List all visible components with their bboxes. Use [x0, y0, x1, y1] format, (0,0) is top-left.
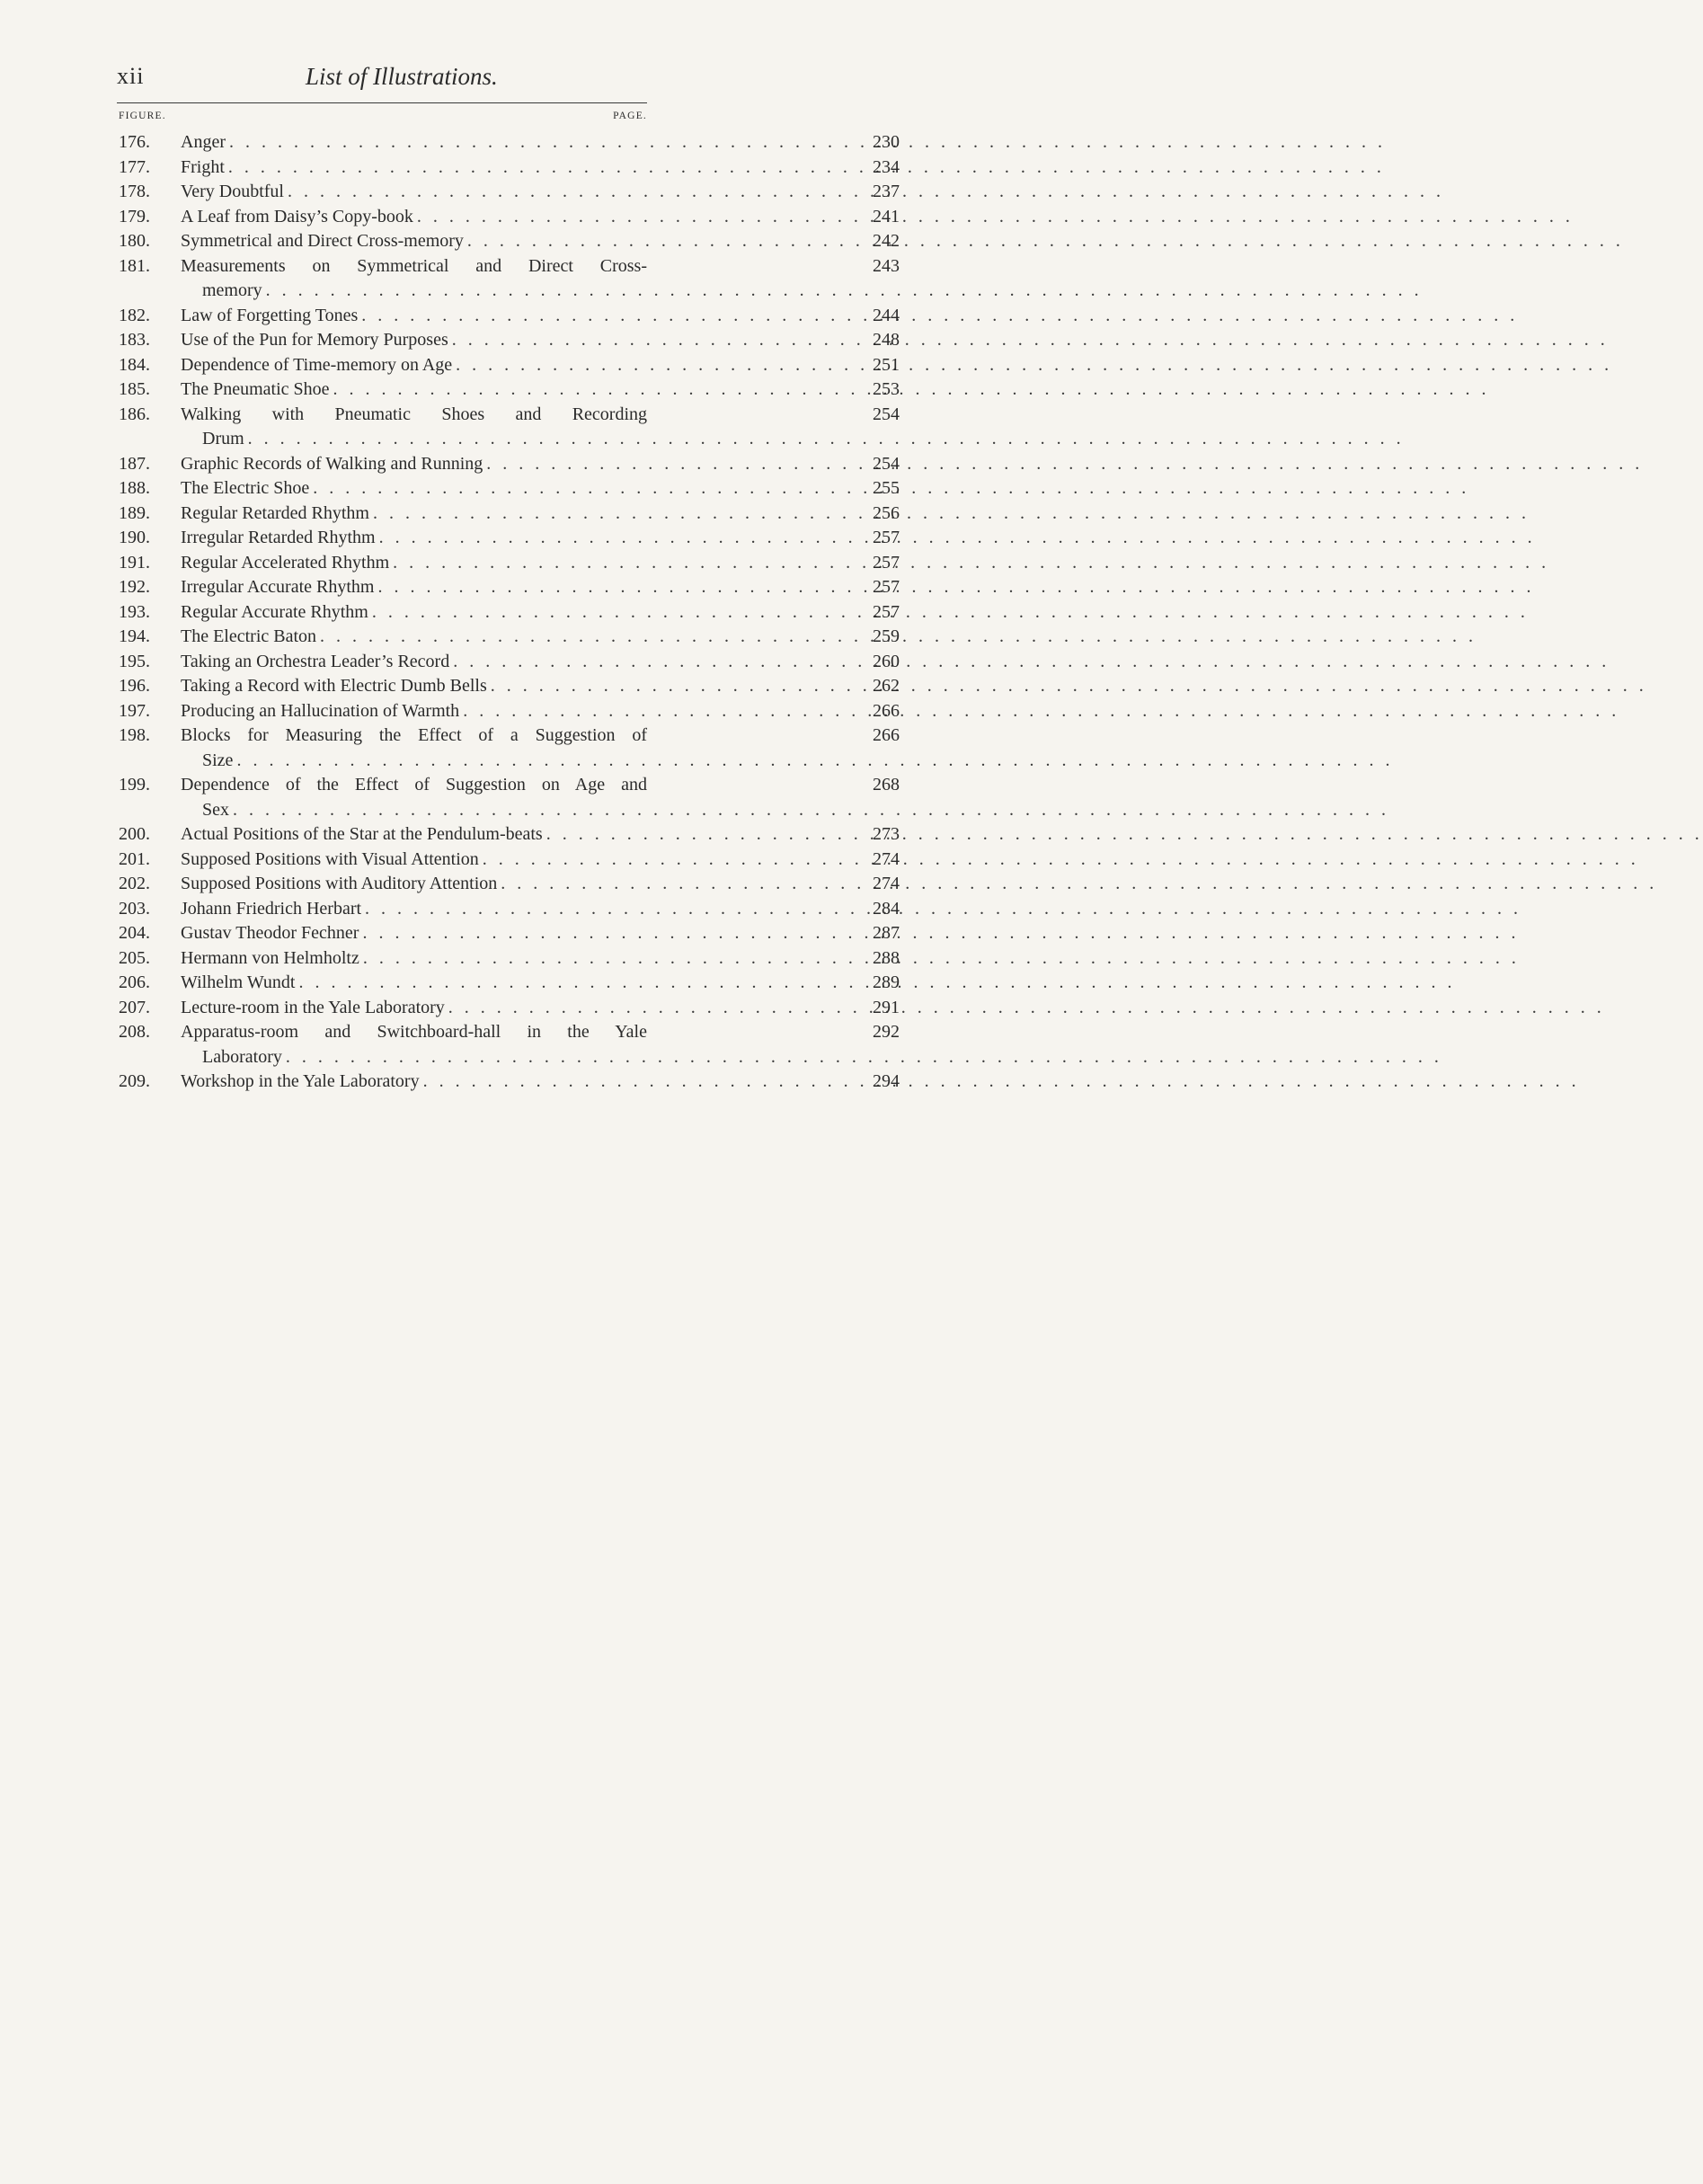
page-column-heading: PAGE. [613, 111, 647, 121]
page-reference: 259 [873, 626, 900, 646]
entry-line [181, 600, 900, 626]
entry-body [181, 773, 900, 822]
page-reference: 257 [873, 552, 900, 573]
entry-body [181, 476, 900, 502]
figure-title: Walking with Pneumatic Shoes and Recording [181, 404, 647, 424]
list-item [119, 328, 900, 353]
list-item [119, 1070, 900, 1095]
figure-title: Measurements on Symmetrical and Direct Cross- [181, 255, 647, 276]
entry-line [181, 897, 900, 922]
entry-line [181, 526, 900, 551]
figure-number: 181. [119, 255, 150, 276]
page-reference: 242 [873, 231, 900, 251]
figure-number: 203. [119, 898, 150, 919]
figure-title: Taking an Orchestra Leader’s Record [181, 651, 450, 671]
list-item [119, 625, 900, 650]
entry-line [181, 353, 900, 378]
entry-line [181, 946, 900, 972]
entry-line [181, 476, 900, 502]
figure-title: The Electric Shoe [181, 478, 310, 498]
figure-title: Graphic Records of Walking and Running [181, 453, 483, 474]
list-item [119, 773, 900, 822]
page-reference: 284 [873, 898, 900, 919]
entry-line [181, 155, 900, 181]
page-reference: 274 [873, 848, 900, 869]
entry-line [181, 872, 900, 897]
page-reference: 273 [873, 824, 900, 844]
figure-number: 191. [119, 552, 150, 573]
entry-line [181, 650, 900, 675]
entry-line [181, 699, 900, 724]
page-reference: 244 [873, 305, 900, 325]
list-item [119, 304, 900, 329]
entry-body [181, 254, 900, 304]
list-item [119, 155, 900, 181]
entry-body [181, 304, 900, 329]
list-item [119, 502, 900, 527]
page-reference: 248 [873, 330, 900, 350]
figure-title: Anger [181, 132, 226, 152]
figure-number: 186. [119, 404, 150, 424]
list-item [119, 600, 900, 626]
figure-title: Regular Retarded Rhythm [181, 502, 369, 523]
illustration-list [119, 130, 900, 1095]
entry-line [181, 205, 900, 230]
entry-body [181, 180, 900, 205]
figure-number: 209. [119, 1071, 150, 1091]
list-item [119, 476, 900, 502]
figure-number: 197. [119, 700, 150, 721]
figure-number: 180. [119, 231, 150, 251]
entry-body [181, 996, 900, 1021]
entry-line [181, 502, 900, 527]
page-reference: 254 [873, 453, 900, 474]
entry-body [181, 1020, 900, 1070]
page-reference: 260 [873, 651, 900, 671]
figure-number: 188. [119, 478, 150, 498]
entry-body [181, 502, 900, 527]
entry-line [181, 848, 900, 873]
figure-title: Very Doubtful [181, 182, 284, 201]
figure-title: Lecture-room in the Yale Laboratory [181, 997, 445, 1017]
page-reference: 251 [873, 354, 900, 375]
entry-body [181, 822, 900, 848]
page-reference: 256 [873, 502, 900, 523]
entry-line [181, 996, 900, 1021]
figure-number: 201. [119, 848, 150, 869]
figure-title: memory [202, 280, 262, 300]
page-reference: 234 [873, 156, 900, 177]
figure-number: 205. [119, 947, 150, 968]
list-item [119, 650, 900, 675]
figure-title: Laboratory [202, 1046, 282, 1067]
list-item [119, 130, 900, 155]
list-item [119, 205, 900, 230]
list-item [119, 921, 900, 946]
figure-title: Drum [202, 429, 244, 448]
entry-body [181, 353, 900, 378]
list-item [119, 674, 900, 699]
list-item [119, 971, 900, 996]
entry-line [181, 328, 900, 353]
figure-title: Regular Accelerated Rhythm [181, 552, 390, 573]
page-title: List of Illustrations. [306, 63, 498, 90]
list-item [119, 551, 900, 576]
figure-title: Actual Positions of the Star at the Pendulum-beats [181, 824, 543, 844]
figure-column-heading: FIGURE. [119, 111, 166, 121]
entry-body [181, 130, 900, 155]
figure-number: 208. [119, 1022, 150, 1042]
page-reference: 255 [873, 478, 900, 498]
figure-number: 185. [119, 379, 150, 399]
entry-line [181, 229, 900, 254]
figure-title: Supposed Positions with Auditory Attention [181, 874, 498, 893]
figure-number: 200. [119, 824, 150, 844]
list-item [119, 946, 900, 972]
page-reference: 294 [873, 1071, 900, 1091]
figure-number: 206. [119, 972, 150, 992]
figure-title: Taking a Record with Electric Dumb Bells [181, 676, 487, 696]
entry-body [181, 452, 900, 477]
figure-title: The Electric Baton [181, 626, 317, 646]
entry-line [181, 180, 900, 205]
entry-body [181, 674, 900, 699]
entry-line [181, 575, 900, 600]
figure-number: 177. [119, 156, 150, 177]
page-reference: 230 [873, 132, 900, 152]
figure-number: 193. [119, 601, 150, 622]
figure-title: The Pneumatic Shoe [181, 379, 330, 399]
list-item [119, 848, 900, 873]
figure-number: 183. [119, 330, 150, 350]
entry-line [181, 921, 900, 946]
entry-body [181, 946, 900, 972]
list-item [119, 180, 900, 205]
figure-number: 189. [119, 502, 150, 523]
figure-number: 196. [119, 676, 150, 696]
entry-line [181, 130, 900, 155]
entry-body [181, 724, 900, 773]
entry-line [181, 377, 900, 403]
figure-number: 182. [119, 305, 150, 325]
figure-number: 184. [119, 354, 150, 375]
page-reference: 237 [873, 182, 900, 201]
figure-number: 202. [119, 874, 150, 893]
figure-number: 195. [119, 651, 150, 671]
figure-title: Blocks for Measuring the Effect of a Suggestion of [181, 725, 647, 745]
figure-number: 204. [119, 923, 150, 943]
running-head [117, 63, 647, 99]
figure-title: Gustav Theodor Fechner [181, 923, 359, 943]
page-reference: 288 [873, 947, 900, 968]
entry-body [181, 625, 900, 650]
figure-title: Wilhelm Wundt [181, 972, 296, 992]
figure-title: Law of Forgetting Tones [181, 305, 359, 325]
entry-body [181, 921, 900, 946]
figure-number: 207. [119, 997, 150, 1017]
entry-line [181, 822, 900, 848]
figure-title: Supposed Positions with Visual Attention [181, 848, 479, 869]
page-reference: 257 [873, 528, 900, 547]
list-item [119, 897, 900, 922]
list-item [119, 724, 900, 773]
list-item [119, 452, 900, 477]
figure-number: 194. [119, 626, 150, 646]
figure-number: 187. [119, 453, 150, 474]
entry-body [181, 872, 900, 897]
entry-body [181, 848, 900, 873]
page-reference: 253 [873, 379, 900, 399]
page-reference: 289 [873, 972, 900, 992]
figure-title: Sex [202, 799, 229, 820]
page-number: xii [117, 63, 145, 89]
list-item [119, 575, 900, 600]
entry-line [181, 674, 900, 699]
figure-title: Use of the Pun for Memory Purposes [181, 330, 448, 350]
list-item [119, 699, 900, 724]
figure-number: 179. [119, 206, 150, 226]
figure-title: Irregular Retarded Rhythm [181, 528, 376, 547]
figure-title: Size [202, 750, 234, 770]
figure-number: 198. [119, 725, 150, 745]
page-reference: 257 [873, 601, 900, 622]
figure-title: Dependence of Time-memory on Age [181, 354, 453, 375]
figure-title: Symmetrical and Direct Cross-memory [181, 231, 464, 251]
entry-body [181, 205, 900, 230]
header-rule [117, 102, 647, 103]
list-item [119, 254, 900, 304]
column-headings [119, 111, 647, 127]
list-item [119, 822, 900, 848]
entry-body [181, 897, 900, 922]
figure-title: Johann Friedrich Herbart [181, 898, 362, 919]
entry-body [181, 377, 900, 403]
figure-number: 176. [119, 132, 150, 152]
list-item [119, 377, 900, 403]
list-item [119, 526, 900, 551]
page-reference: 268 [873, 775, 900, 795]
figure-title: Irregular Accurate Rhythm [181, 577, 375, 597]
list-item [119, 1020, 900, 1070]
entry-line [181, 452, 900, 477]
figure-number: 190. [119, 528, 150, 547]
entry-line [181, 304, 900, 329]
page-reference: 266 [873, 700, 900, 721]
entry-body [181, 551, 900, 576]
page-reference: 243 [873, 255, 900, 276]
entry-body [181, 229, 900, 254]
entry-body [181, 600, 900, 626]
page-reference: 257 [873, 577, 900, 597]
list-item [119, 403, 900, 452]
entry-body [181, 575, 900, 600]
figure-title: Fright [181, 156, 225, 177]
list-item [119, 872, 900, 897]
entry-line [181, 625, 900, 650]
figure-title: A Leaf from Daisy’s Copy-book [181, 206, 413, 226]
figure-title: Hermann von Helmholtz [181, 947, 359, 968]
list-item [119, 996, 900, 1021]
entry-body [181, 650, 900, 675]
entry-body [181, 971, 900, 996]
entry-body [181, 1070, 900, 1095]
figure-title: Workshop in the Yale Laboratory [181, 1071, 420, 1091]
figure-number: 178. [119, 182, 150, 201]
figure-number: 192. [119, 577, 150, 597]
entry-body [181, 328, 900, 353]
list-item [119, 353, 900, 378]
entry-line [181, 1070, 900, 1095]
page-reference: 241 [873, 206, 900, 226]
entry-body [181, 155, 900, 181]
page-reference: 262 [873, 676, 900, 696]
figure-title: Apparatus-room and Switchboard-hall in the Yale [181, 1022, 647, 1042]
figure-number: 199. [119, 775, 150, 795]
entry-body [181, 403, 900, 452]
page-reference: 291 [873, 997, 900, 1017]
entry-body [181, 526, 900, 551]
entry-body [181, 699, 900, 724]
list-item [119, 229, 900, 254]
figure-title: Producing an Hallucination of Warmth [181, 700, 460, 721]
page-reference: 266 [873, 725, 900, 745]
entry-line [181, 551, 900, 576]
page-reference: 292 [873, 1022, 900, 1042]
page-reference: 254 [873, 404, 900, 424]
page-reference: 287 [873, 923, 900, 943]
page-reference: 274 [873, 874, 900, 893]
book-page [0, 0, 900, 1114]
figure-title: Regular Accurate Rhythm [181, 601, 368, 622]
entry-line [181, 971, 900, 996]
figure-title: Dependence of the Effect of Suggestion on Age and [181, 775, 647, 795]
